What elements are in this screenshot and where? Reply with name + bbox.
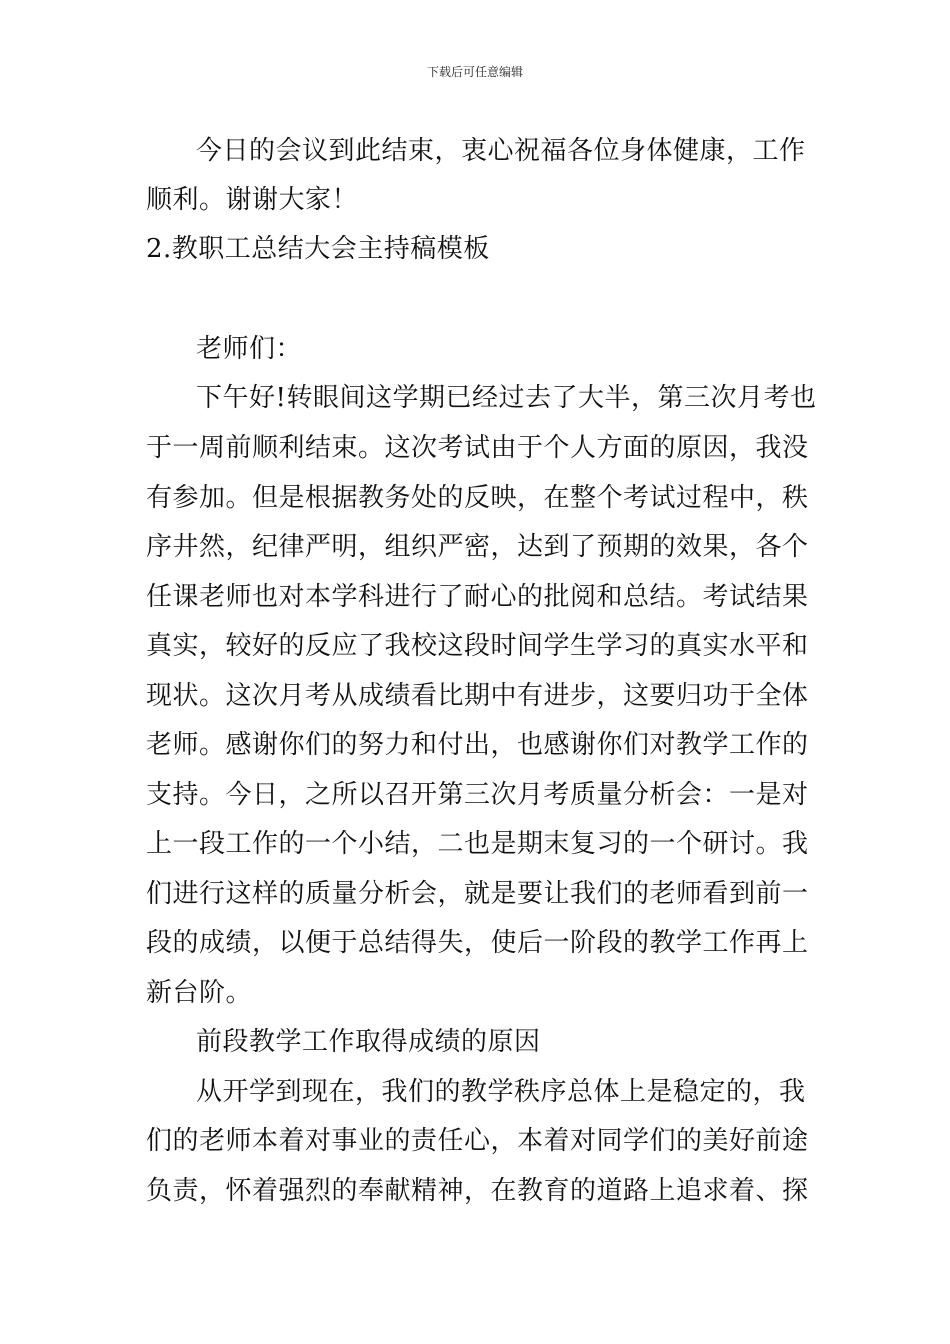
paragraph-line: 下午好!转眼间这学期已经过去了大半，第三次月考也 [196,383,817,413]
paragraph-line: 现状。这次月考从成绩看比期中有进步，这要归功于全体 [146,681,809,711]
paragraph-line: 有参加。但是根据教务处的反映，在整个考试过程中，秩 [146,483,809,513]
page-header: 下载后可任意编辑 [426,65,523,79]
paragraph-line: 支持。今日，之所以召开第三次月考质量分析会：一是对 [146,780,809,810]
paragraph-line: 序井然，纪律严明，组织严密，达到了预期的效果，各个 [146,532,809,562]
subheading: 前段教学工作取得成绩的原因 [196,1027,541,1057]
paragraph-line: 老师。感谢你们的努力和付出，也感谢你们对教学工作的 [146,730,809,760]
paragraph-line: 负责，怀着强烈的奉献精神，在教育的道路上追求着、探 [146,1176,809,1206]
closing-line-1: 今日的会议到此结束，衷心祝福各位身体健康，工作 [196,136,806,166]
paragraph-line: 新台阶。 [146,978,253,1008]
paragraph-line: 从开学到现在，我们的教学秩序总体上是稳定的，我 [196,1077,806,1107]
section-title: 2.教职工总结大会主持稿模板 [146,234,490,264]
closing-line-2: 顺利。谢谢大家！ [146,185,359,215]
paragraph-line: 上一段工作的一个小结，二也是期末复习的一个研讨。我 [146,829,809,859]
paragraph-line: 于一周前顺利结束。这次考试由于个人方面的原因，我没 [146,433,809,463]
paragraph-line: 真实，较好的反应了我校这段时间学生学习的真实水平和 [146,631,809,661]
paragraph-line: 们进行这样的质量分析会，就是要让我们的老师看到前一 [146,879,809,909]
paragraph-line: 们的老师本着对事业的责任心，本着对同学们的美好前途 [146,1126,809,1156]
salutation: 老师们： [196,334,303,364]
paragraph-line: 任课老师也对本学科进行了耐心的批阅和总结。考试结果 [146,582,809,612]
paragraph-line: 段的成绩，以便于总结得失，使后一阶段的教学工作再上 [146,928,809,958]
